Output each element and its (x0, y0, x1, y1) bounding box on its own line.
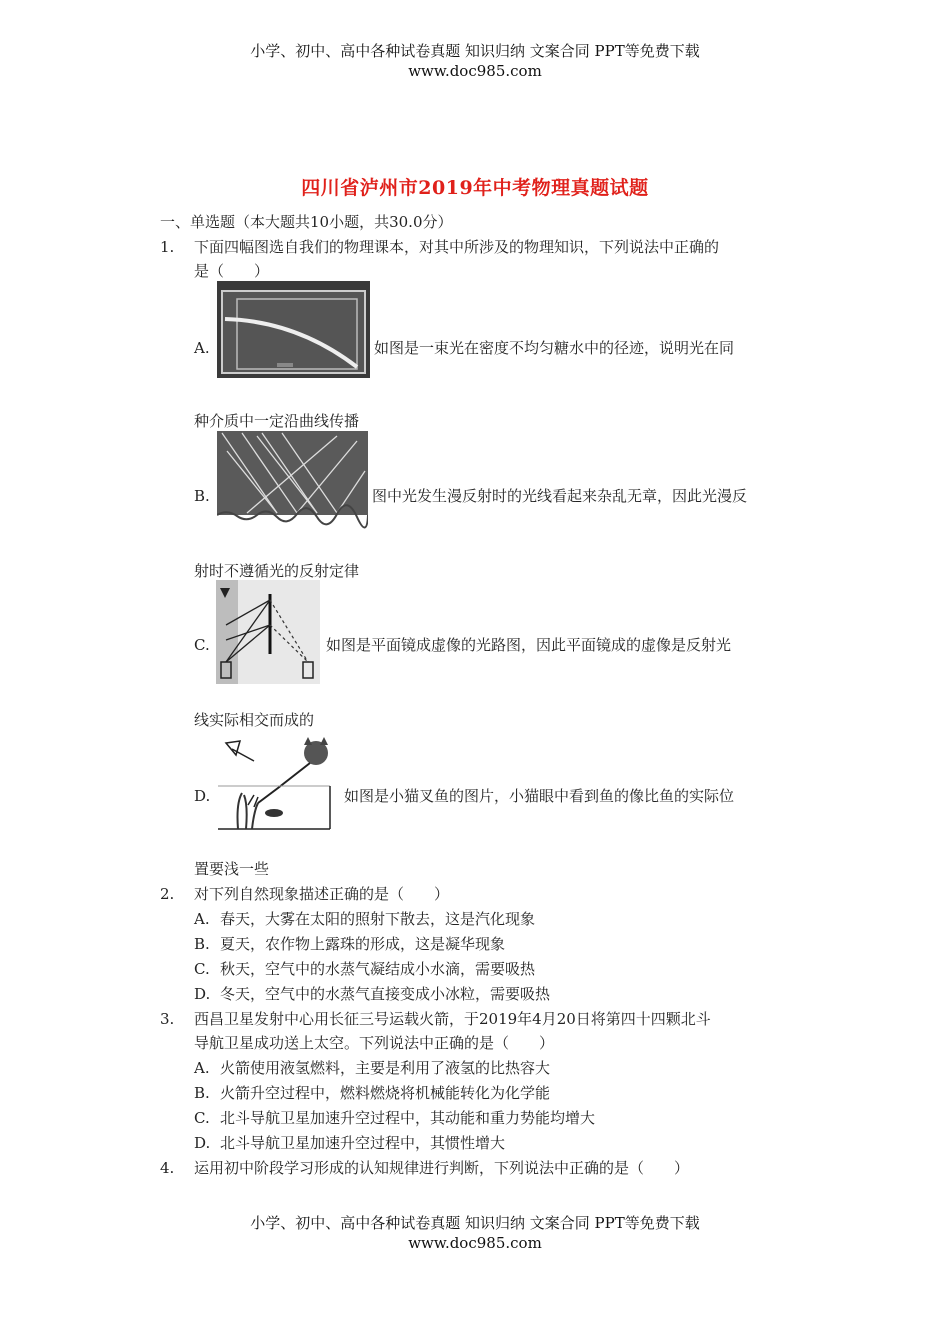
option-text-cont: 种介质中一定沿曲线传播 (194, 412, 360, 430)
option-label: B. (194, 1084, 210, 1102)
question-stem: 对下列自然现象描述正确的是（ ） (194, 885, 450, 903)
option-label: A. (194, 1059, 210, 1077)
section-heading: 一、单选题（本大题共10小题，共30.0分） (160, 213, 453, 231)
option-text: 火箭使用液氢燃料，主要是利用了液氢的比热容大 (220, 1059, 551, 1077)
option-text-cont: 射时不遵循光的反射定律 (194, 562, 360, 580)
option-text: 夏天，农作物上露珠的形成，这是凝华现象 (220, 935, 506, 953)
option-label: B. (194, 487, 210, 505)
sugar-water-light-path-image (217, 281, 370, 378)
question-stem: 西昌卫星发射中心用长征三号运载火箭，于2019年4月20日将第四十四颗北斗 (194, 1010, 711, 1028)
option-label: C. (194, 1109, 210, 1127)
option-text: 北斗导航卫星加速升空过程中，其动能和重力势能均增大 (220, 1109, 596, 1127)
option-label: B. (194, 935, 210, 953)
header-url: www.doc985.com (408, 62, 542, 80)
question-number: 1. (160, 238, 175, 256)
option-label: C. (194, 636, 210, 654)
option-text: 如图是小猫叉鱼的图片，小猫眼中看到鱼的像比鱼的实际位 (344, 787, 735, 805)
plane-mirror-ray-diagram-image (216, 580, 320, 684)
footer-line-1: 小学、初中、高中各种试卷真题 知识归纳 文案合同 PPT等免费下载 (250, 1214, 700, 1232)
footer-url: www.doc985.com (408, 1234, 542, 1252)
page-title: 四川省泸州市2019年中考物理真题试题 (301, 177, 649, 199)
option-text: 秋天，空气中的水蒸气凝结成小水滴，需要吸热 (220, 960, 536, 978)
question-stem-cont: 导航卫星成功送上太空。下列说法中正确的是（ ） (194, 1034, 555, 1052)
option-text: 图中光发生漫反射时的光线看起来杂乱无章，因此光漫反 (372, 487, 748, 505)
option-text: 如图是平面镜成虚像的光路图，因此平面镜成的虚像是反射光 (326, 636, 732, 654)
option-text-cont: 线实际相交而成的 (194, 711, 315, 729)
question-stem: 下面四幅图选自我们的物理课本，对其中所涉及的物理知识，下列说法中正确的 (194, 238, 720, 256)
option-text: 春天，大雾在太阳的照射下散去，这是汽化现象 (220, 910, 536, 928)
diffuse-reflection-image (217, 431, 368, 531)
question-number: 3. (160, 1010, 175, 1028)
header-line-1: 小学、初中、高中各种试卷真题 知识归纳 文案合同 PPT等免费下载 (250, 42, 700, 60)
option-label: A. (194, 910, 210, 928)
question-number: 4. (160, 1159, 175, 1177)
question-stem: 运用初中阶段学习形成的认知规律进行判断，下列说法中正确的是（ ） (194, 1159, 690, 1177)
option-text-cont: 置要浅一些 (194, 860, 270, 878)
option-text: 冬天，空气中的水蒸气直接变成小冰粒，需要吸热 (220, 985, 551, 1003)
option-label: D. (194, 985, 211, 1003)
cat-spearing-fish-image (218, 733, 338, 835)
option-label: A. (194, 339, 210, 357)
option-text: 如图是一束光在密度不均匀糖水中的径迹，说明光在同 (374, 339, 735, 357)
option-text: 火箭升空过程中，燃料燃烧将机械能转化为化学能 (220, 1084, 551, 1102)
option-label: D. (194, 1134, 211, 1152)
option-text: 北斗导航卫星加速升空过程中，其惯性增大 (220, 1134, 506, 1152)
option-label: C. (194, 960, 210, 978)
question-stem-cont: 是（ ） (194, 262, 270, 280)
option-label: D. (194, 787, 211, 805)
question-number: 2. (160, 885, 175, 903)
